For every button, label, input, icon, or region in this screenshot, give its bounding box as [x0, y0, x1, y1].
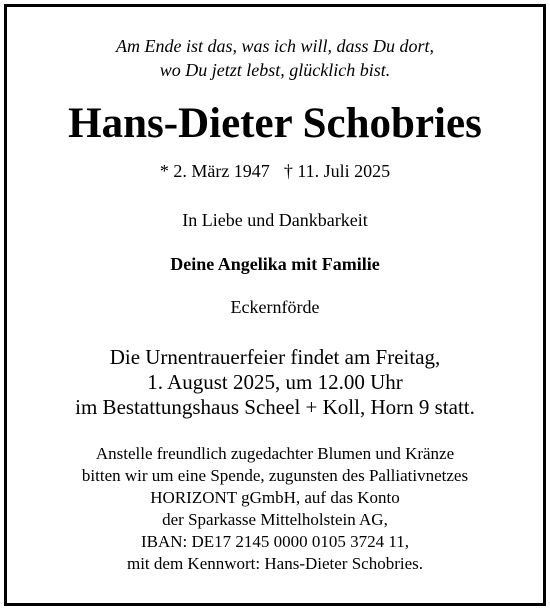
obituary-notice: [7, 7, 543, 603]
obituary-border: [4, 4, 546, 606]
donation-line-4: der Sparkasse Mittelholstein AG,: [162, 510, 388, 529]
donation-line-6: mit dem Kennwort: Hans-Dieter Schobries.: [126, 554, 423, 573]
life-dates: [7, 161, 543, 182]
quote-line-2: wo Du jetzt lebst, glücklich bist.: [159, 60, 391, 80]
deceased-name: Hans-Dieter Schobries: [68, 100, 482, 147]
ceremony-line-2: 1. August 2025, um 12.00 Uhr: [147, 370, 403, 394]
birth-date: * 2. März 1947: [159, 161, 270, 181]
donation-line-3: HORIZONT gGmbH, auf das Konto: [150, 488, 400, 507]
donation-line-2: bitten wir um eine Spende, zugunsten des Palliativnetzes: [81, 466, 469, 485]
ceremony-line-3: im Bestattungshaus Scheel + Koll, Horn 9 statt.: [75, 395, 475, 419]
donation-line-5: IBAN: DE17 2145 0000 0105 3724 11,: [140, 532, 410, 551]
donation-line-1: Anstelle freundlich zugedachter Blumen und Kränze: [95, 444, 455, 463]
death-date: † 11. Juli 2025: [283, 161, 391, 181]
ceremony-line-1: Die Urnentrauerfeier findet am Freitag,: [109, 345, 441, 369]
mourners-names: Deine Angelika mit Familie: [170, 254, 380, 274]
mourners-place: Eckernförde: [230, 297, 320, 317]
quote-line-1: Am Ende ist das, was ich will, dass Du dort,: [115, 36, 434, 56]
mourners-intro: In Liebe und Dankbarkeit: [182, 210, 368, 230]
